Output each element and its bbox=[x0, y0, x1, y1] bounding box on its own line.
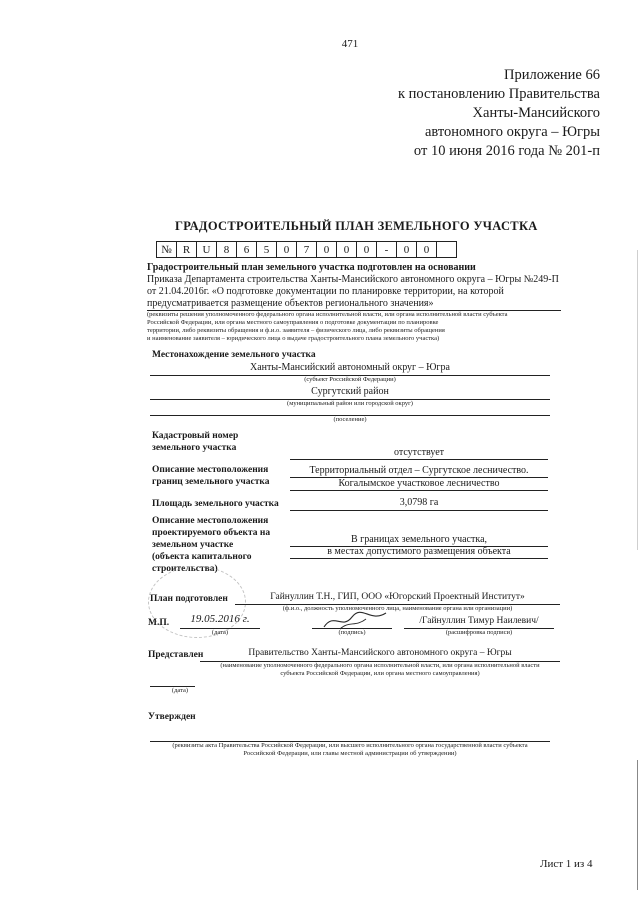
reg-cell: 0 bbox=[397, 242, 417, 258]
scan-edge-mark bbox=[637, 250, 638, 550]
presented-caption-2: субъекта Российской Федерации, или органа местного самоуправления) bbox=[280, 670, 480, 677]
presented-caption-1: (наименование уполномоченного федерального органа исполнительной власти, или органа исполнительной власти bbox=[220, 662, 540, 669]
appendix-line-4: автономного округа – Югры bbox=[424, 124, 600, 140]
reg-cell: 8 bbox=[217, 242, 237, 258]
appendix-line-3: Ханты-Мансийского bbox=[472, 105, 600, 121]
area-label: Площадь земельного участка bbox=[152, 499, 279, 509]
cadastral-line bbox=[290, 459, 548, 460]
reg-cell: 0 bbox=[417, 242, 437, 258]
projected-label-1: Описание местоположения bbox=[152, 516, 269, 526]
projected-label-4: (объекта капитального bbox=[152, 552, 252, 562]
basis-note-2: Российской Федерации, или органа местного самоуправления о подготовке документации по планировке bbox=[147, 319, 439, 326]
boundaries-label-1: Описание местоположения bbox=[152, 465, 269, 475]
approved-caption-1: (реквизиты акта Правительства Российской Федерации, или высшего исполнительного органа государственной власти субъекта bbox=[172, 742, 528, 749]
signature-decoding: /Гайнуллин Тимур Наилевич/ bbox=[419, 616, 539, 626]
location-district-value: Сургутский район bbox=[311, 386, 389, 397]
prepared-caption: (ф.и.о., должность уполномоченного лица, наименование органа или организации) bbox=[282, 605, 513, 612]
reg-cell: 0 bbox=[277, 242, 297, 258]
reg-cell: 0 bbox=[337, 242, 357, 258]
location-subject-value: Ханты-Мансийский автономный округ – Югра bbox=[250, 362, 450, 373]
reg-cell: 6 bbox=[237, 242, 257, 258]
projected-label-2: проектируемого объекта на bbox=[152, 528, 271, 538]
projected-line-2 bbox=[290, 558, 548, 559]
approved-caption-2: Российской Федерации, или главы местной администрации об утверждении) bbox=[243, 750, 457, 757]
cadastral-value: отсутствует bbox=[393, 447, 445, 458]
reg-cell: 0 bbox=[317, 242, 337, 258]
reg-cell: - bbox=[377, 242, 397, 258]
location-district-caption: (муниципальный район или городской округ) bbox=[287, 400, 413, 407]
presented-date-caption: (дата) bbox=[171, 687, 189, 694]
reg-cell: № bbox=[157, 242, 177, 258]
projected-value-2: в местах допустимого размещения объекта bbox=[327, 546, 511, 557]
area-line bbox=[290, 510, 548, 511]
appendix-line-2: к постановлению Правительства bbox=[398, 86, 600, 102]
basis-line-2: Приказа Департамента строительства Ханты-Мансийского автономного округа – Югры №249-П bbox=[147, 274, 559, 285]
projected-label-5: строительства) bbox=[152, 564, 218, 574]
prepared-label: План подготовлен bbox=[150, 594, 228, 604]
basis-line-3: от 21.04.2016г. «О подготовке документации по планировке территории, на которой bbox=[147, 286, 504, 297]
mp-label: М.П. bbox=[148, 618, 170, 628]
page-number: 471 bbox=[341, 38, 359, 50]
prepared-date-caption: (дата) bbox=[211, 629, 229, 636]
projected-label-3: земельном участке bbox=[152, 540, 234, 550]
location-subject-caption: (субъект Российской Федерации) bbox=[304, 376, 396, 383]
reg-cell: U bbox=[197, 242, 217, 258]
document-title: ГРАДОСТРОИТЕЛЬНЫЙ ПЛАН ЗЕМЕЛЬНОГО УЧАСТКА bbox=[175, 219, 538, 233]
cadastral-label-1: Кадастровый номер bbox=[152, 431, 239, 441]
reg-cell: 5 bbox=[257, 242, 277, 258]
reg-cell: 0 bbox=[357, 242, 377, 258]
presented-value: Правительство Ханты-Мансийского автономного округа – Югры bbox=[248, 648, 512, 658]
boundaries-label-2: границ земельного участка bbox=[152, 477, 270, 487]
location-label: Местонахождение земельного участка bbox=[152, 350, 316, 360]
signature-decoding-caption: (расшифровка подписи) bbox=[445, 629, 513, 636]
appendix-line-5: от 10 июня 2016 года № 201-п bbox=[413, 143, 600, 159]
basis-line-4: предусматривается размещение объектов регионального значения» bbox=[147, 298, 434, 309]
projected-value-1: В границах земельного участка, bbox=[350, 534, 488, 545]
reg-cell: 7 bbox=[297, 242, 317, 258]
area-value: 3,0798 га bbox=[399, 497, 439, 508]
basis-note-4: и наименование заявителя – юридического лица о выдаче градостроительного плана земельного участка) bbox=[147, 335, 440, 342]
cadastral-label-2: земельного участка bbox=[152, 443, 237, 453]
scan-edge-mark bbox=[637, 760, 638, 890]
registration-number-grid bbox=[156, 241, 457, 258]
boundaries-value-2: Когалымское участковое лесничество bbox=[338, 478, 500, 489]
appendix-line-1: Приложение 66 bbox=[504, 67, 600, 83]
sheet-counter: Лист 1 из 4 bbox=[540, 858, 593, 870]
prepared-date: 19.05.2016 г. bbox=[190, 613, 250, 625]
presented-label: Представлен bbox=[148, 650, 204, 660]
boundaries-line-2 bbox=[290, 490, 548, 491]
prepared-value: Гайнуллин Т.Н., ГИП, ООО «Югорский Проектный Институт» bbox=[270, 592, 525, 602]
reg-cell: R bbox=[177, 242, 197, 258]
basis-line-1: Градостроительный план земельного участка подготовлен на основании bbox=[147, 262, 476, 273]
signature-caption: (подпись) bbox=[338, 629, 366, 636]
location-settlement-caption: (поселение) bbox=[333, 416, 367, 423]
reg-cell bbox=[437, 242, 457, 258]
basis-note-3: территории, либо реквизиты обращения и ф.и.о. заявителя – физического лица, либо реквизиты обращения bbox=[147, 327, 445, 334]
basis-note-1: (реквизиты решения уполномоченного федерального органа исполнительной власти, или органа исполнительной власти субъекта bbox=[147, 311, 508, 318]
boundaries-value-1: Территориальный отдел – Сургутское лесничество. bbox=[309, 465, 529, 476]
approved-label: Утвержден bbox=[148, 712, 196, 722]
